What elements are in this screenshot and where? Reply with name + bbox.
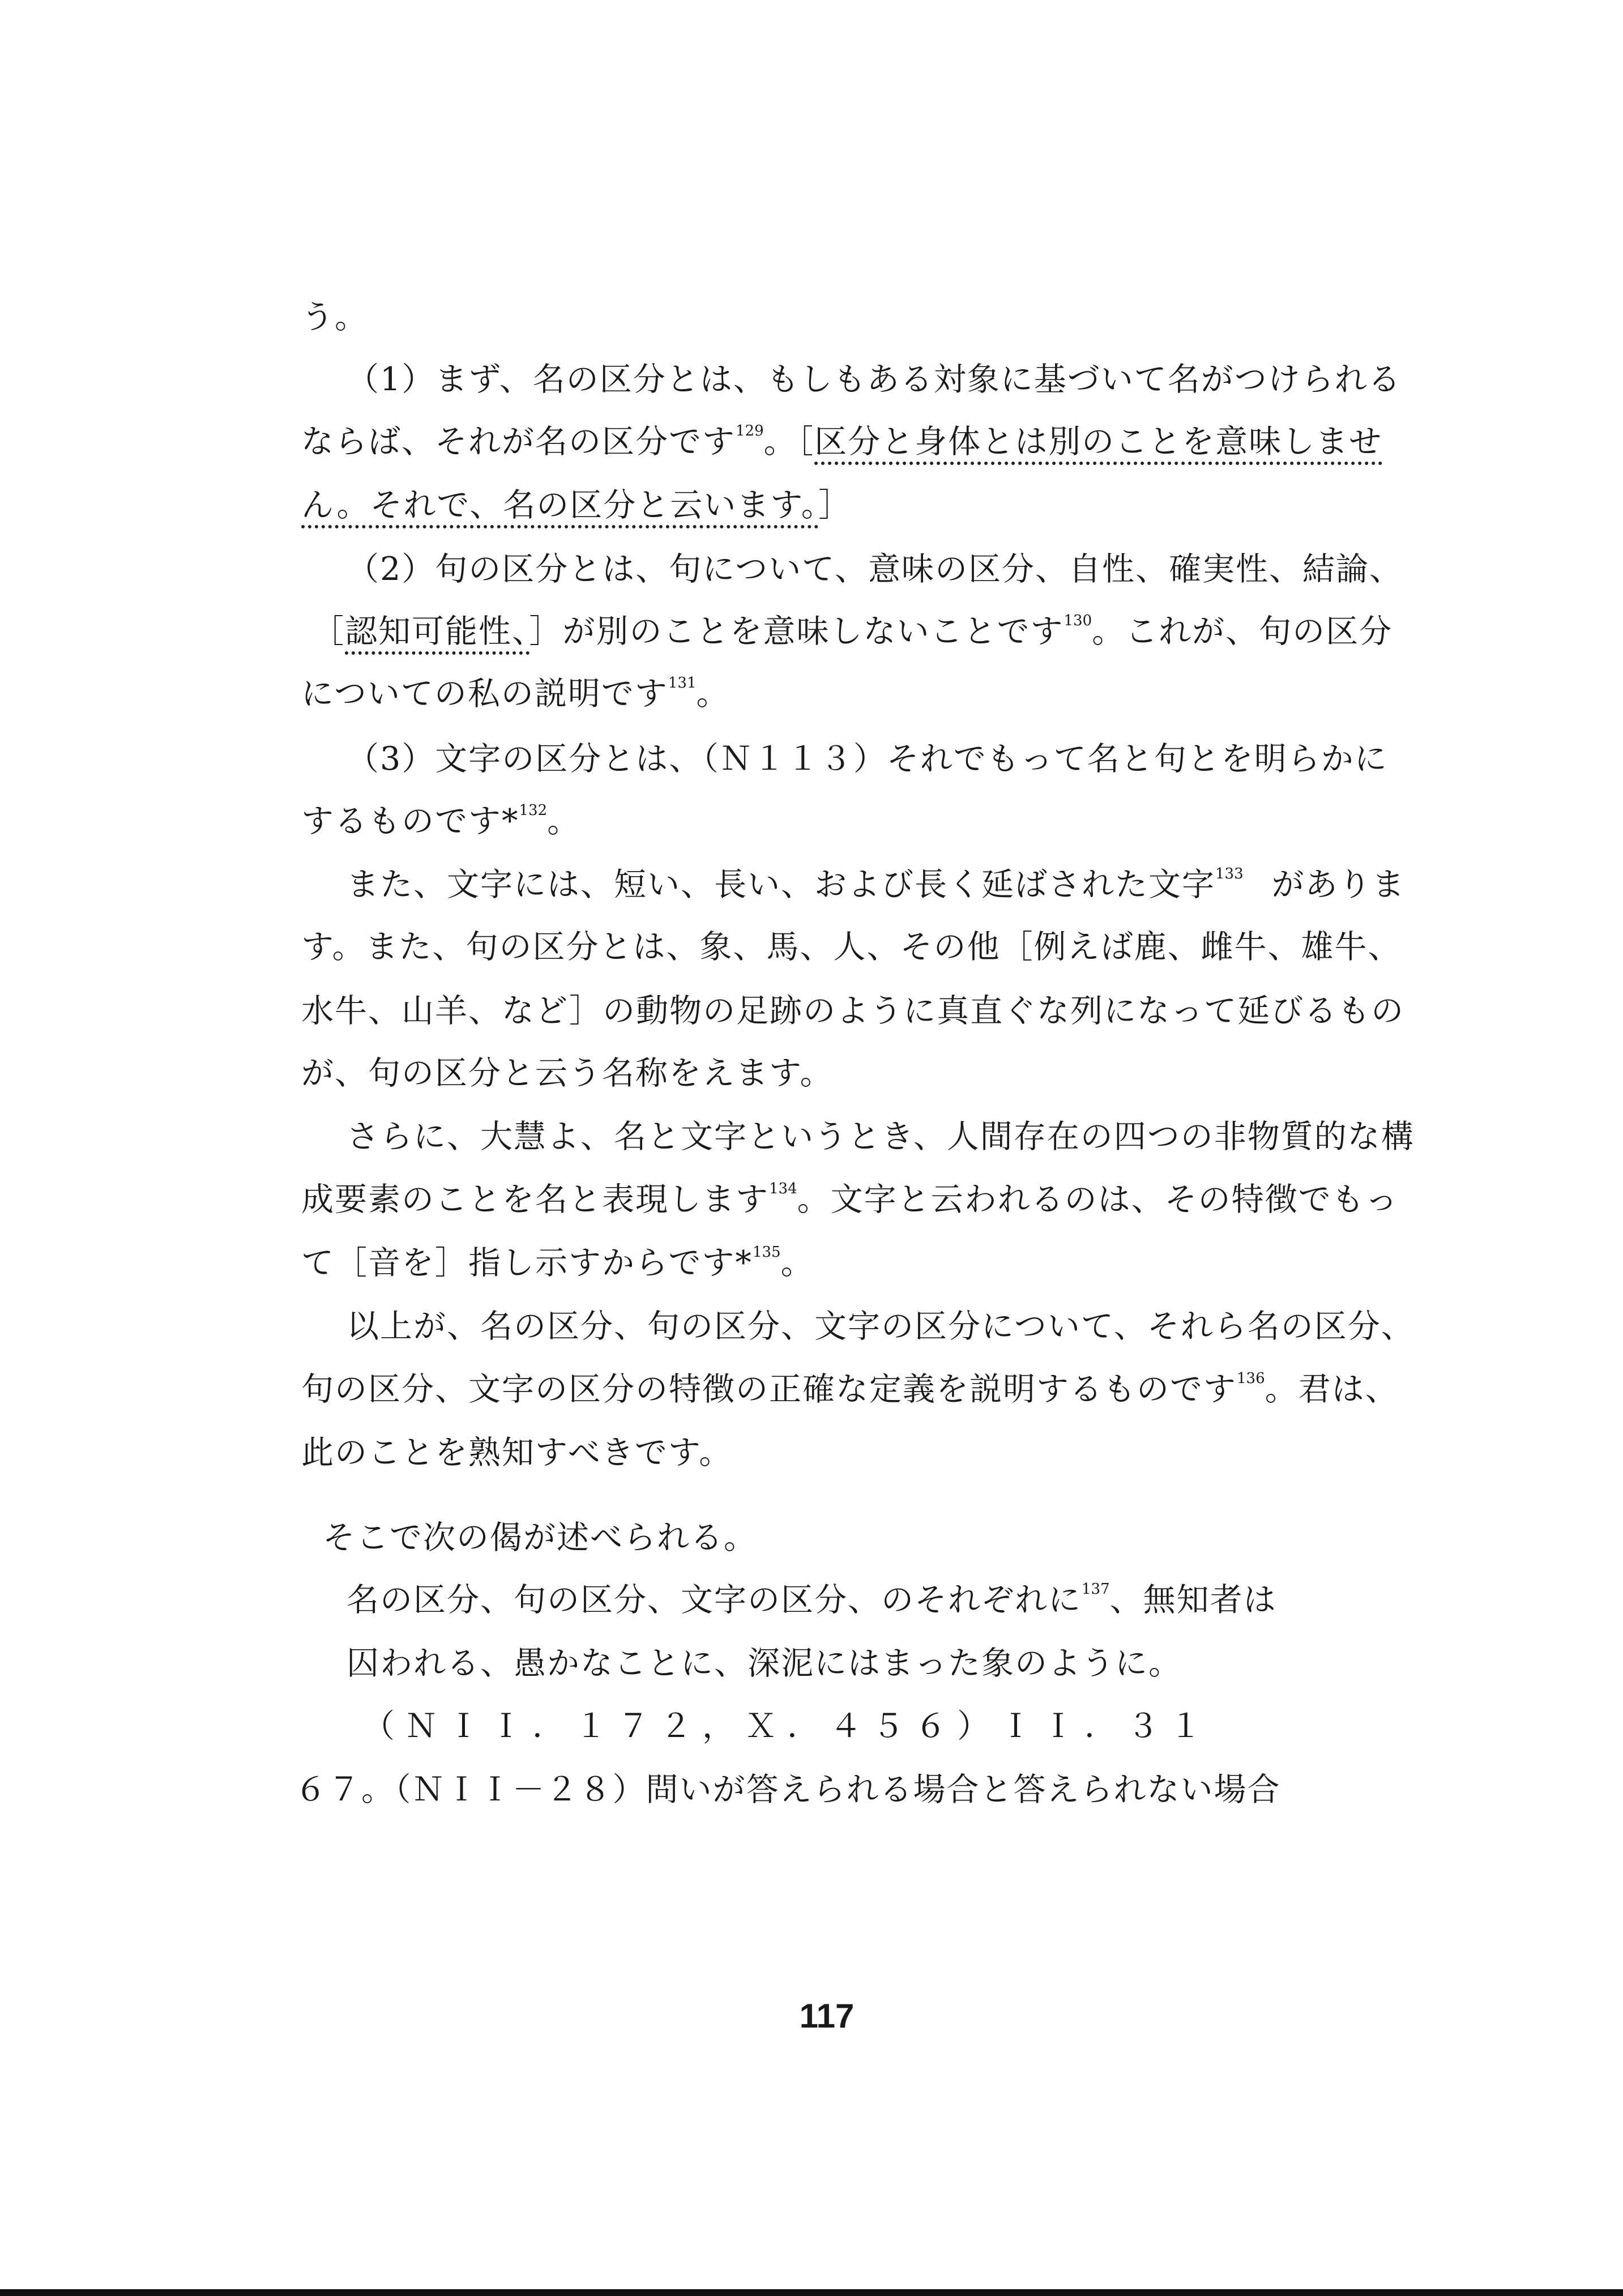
text-line <box>301 1053 833 1093</box>
text-span: 。これが、句の区分 <box>1092 613 1393 650</box>
text-span: 此のことを熟知すべきです。 <box>301 1434 733 1471</box>
text-span: て［音を］指し示すからです* <box>301 1244 753 1282</box>
text-span: 句の区分、文字の区分の特徴の正確な定義を説明するものです <box>301 1371 1237 1408</box>
text-span: 。 <box>547 803 581 840</box>
text-span: う。 <box>301 298 368 336</box>
text-line <box>347 549 1403 589</box>
text-line <box>301 927 1402 967</box>
text-line <box>301 991 1405 1031</box>
section-heading <box>294 1770 1281 1810</box>
text-span: するものです* <box>301 803 519 840</box>
text-line <box>301 1369 1399 1409</box>
text-span: がありま <box>1271 866 1406 903</box>
text-span: が、句の区分と云う名称をえます。 <box>301 1055 834 1092</box>
footnote-ref: 135 <box>752 1244 781 1261</box>
text-line <box>347 1307 1415 1346</box>
text-span: 名の区分、句の区分、文字の区分、のそれぞれに <box>347 1581 1082 1619</box>
text-span: ］ <box>818 486 852 524</box>
text-line <box>323 1518 757 1557</box>
footnote-ref: 137 <box>1082 1581 1110 1598</box>
page-number: 117 <box>799 1997 855 2035</box>
text-span: （ＮＩＩ．１７２，Ｘ．４５６）ＩＩ．３１ <box>362 1708 1212 1745</box>
text-span: 、無知者は <box>1109 1581 1277 1619</box>
text-line <box>347 1117 1415 1156</box>
text-span: 成要素のことを名と表現します <box>301 1181 769 1218</box>
text-span: そこで次の偈が述べられる。 <box>323 1519 757 1556</box>
text-line <box>301 801 580 841</box>
text-span: さらに、大慧よ、名と文字というとき、人間存在の四つの非物質的な構 <box>347 1118 1415 1155</box>
text-line <box>301 1180 1399 1219</box>
source-reference <box>362 1706 1212 1746</box>
dotted-underlined-text: 認知可能性、 <box>345 613 529 655</box>
text-span: 。 <box>780 1244 814 1282</box>
footnote-ref: 136 <box>1237 1370 1265 1387</box>
text-span: また、文字には、短い、長い、および長く延ばされた文字 <box>347 866 1215 903</box>
text-span: についての私の説明です <box>301 675 668 712</box>
footnote-ref: 132 <box>519 802 548 819</box>
footnote-ref: 129 <box>736 423 764 439</box>
text-span: 。 <box>696 675 730 712</box>
text-span: 。文字と云われるのは、その特徴でもっ <box>797 1181 1399 1218</box>
text-line <box>301 485 852 525</box>
text-span: （1）まず、名の区分とは、もしもある対象に基づいて名がつけられる <box>347 361 1402 398</box>
scan-edge-bar <box>0 2289 1623 2296</box>
text-line <box>301 422 1383 462</box>
text-span: （2）句の区分とは、句について、意味の区分、自性、確実性、結論、 <box>347 550 1403 588</box>
text-span: ６７。（ＮＩＩ－２８）問いが答えられる場合と答えられない場合 <box>294 1771 1281 1808</box>
footnote-ref: 133 <box>1215 865 1244 882</box>
footnote-ref: 130 <box>1064 612 1092 629</box>
text-line <box>347 739 1388 779</box>
text-span: 。君は、 <box>1265 1371 1399 1408</box>
text-span: ならば、それが名の区分です <box>301 423 736 460</box>
text-span: 囚われる、愚かなことに、深泥にはまった象のように。 <box>347 1645 1182 1682</box>
verse-line <box>347 1644 1182 1683</box>
text-span: 以上が、名の区分、句の区分、文字の区分について、それら名の区分、 <box>347 1308 1415 1345</box>
text-line <box>347 360 1402 399</box>
text-span: ］が別のことを意味しないことです <box>529 613 1064 650</box>
dotted-underlined-text: 区分と身体とは別のことを意味しませ <box>814 423 1382 465</box>
footnote-ref: 131 <box>668 675 697 692</box>
text-span: 水牛、山羊、など］の動物の足跡のように真直ぐな列になって延びるもの <box>301 992 1405 1030</box>
text-line <box>301 1433 732 1473</box>
text-line <box>301 674 730 714</box>
text-span: ［ <box>311 613 345 650</box>
text-line <box>301 297 368 337</box>
footnote-ref: 134 <box>769 1180 797 1197</box>
verse-line <box>347 1580 1277 1620</box>
text-span: す。また、句の区分とは、象、馬、人、その他［例えば鹿、雌牛、雄牛、 <box>301 928 1402 966</box>
text-span: （3）文字の区分とは、（Ｎ１１３）それでもって名と句とを明らかに <box>347 740 1388 778</box>
dotted-underlined-text: ん。それで、名の区分と云います。 <box>301 486 818 528</box>
text-line <box>347 865 1406 904</box>
text-line <box>311 612 1393 651</box>
text-span: 。［ <box>763 423 815 460</box>
text-line <box>301 1243 814 1283</box>
